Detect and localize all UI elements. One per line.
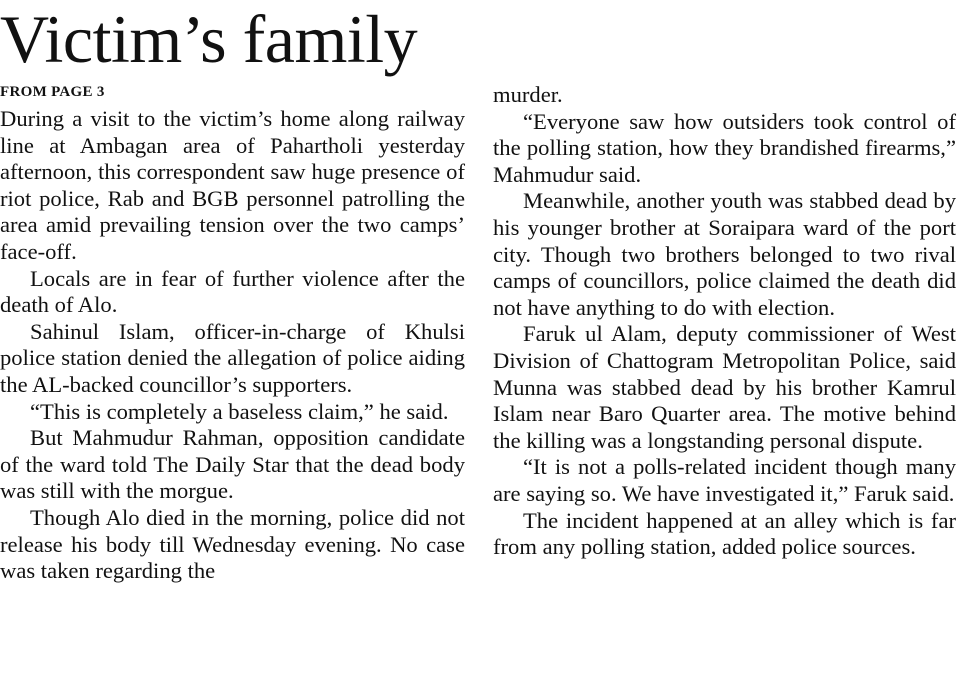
paragraph: Though Alo died in the morning, police did not release his body till Wednesday evening. No case was taken regarding the xyxy=(0,504,465,584)
continued-from-label: FROM PAGE 3 xyxy=(0,84,105,100)
column-right xyxy=(493,82,956,561)
paragraph: But Mahmudur Rahman, opposition candidate of the ward told The Daily Star that the dead body was still with the morgue. xyxy=(0,425,465,504)
paragraph: Sahinul Islam, officer-in-charge of Khulsi police station denied the allegation of police aiding the AL-backed councillor’s supporters. xyxy=(0,318,465,397)
paragraph: murder. xyxy=(493,82,563,107)
paragraph: The incident happened at an alley which is far from any polling station, added police sources. xyxy=(493,507,956,560)
paragraph: Meanwhile, another youth was stabbed dead by his younger brother at Soraipara ward of the port city. Though two brothers belonged to two rival camps of councillors, police claimed the death did not have anything to do with election. xyxy=(493,188,956,320)
paragraph: “This is completely a baseless claim,” he said. xyxy=(30,398,449,424)
paragraph: “It is not a polls-related incident though many are saying so. We have investigated it,” Faruk said. xyxy=(493,454,956,506)
paragraph: During a visit to the victim’s home along railway line at Ambagan area of Pahartholi yesterday afternoon, this correspondent saw huge presence of riot police, Rab and BGB personnel patrolling the area amid prevailing tension over the two camps’ face-off. xyxy=(0,106,465,264)
paragraph: Faruk ul Alam, deputy commissioner of West Division of Chattogram Metropolitan Police, said Munna was stabbed dead by his brother Kamrul Islam near Baro Quarter area. The motive behind the killing was a longstanding personal dispute. xyxy=(493,321,956,453)
paragraph: “Everyone saw how outsiders took control of the polling station, how they brandished firearms,” Mahmudur said. xyxy=(493,108,956,187)
paragraph: Locals are in fear of further violence after the death of Alo. xyxy=(0,265,465,318)
headline: Victim’s family xyxy=(0,1,418,77)
column-left xyxy=(0,106,465,585)
